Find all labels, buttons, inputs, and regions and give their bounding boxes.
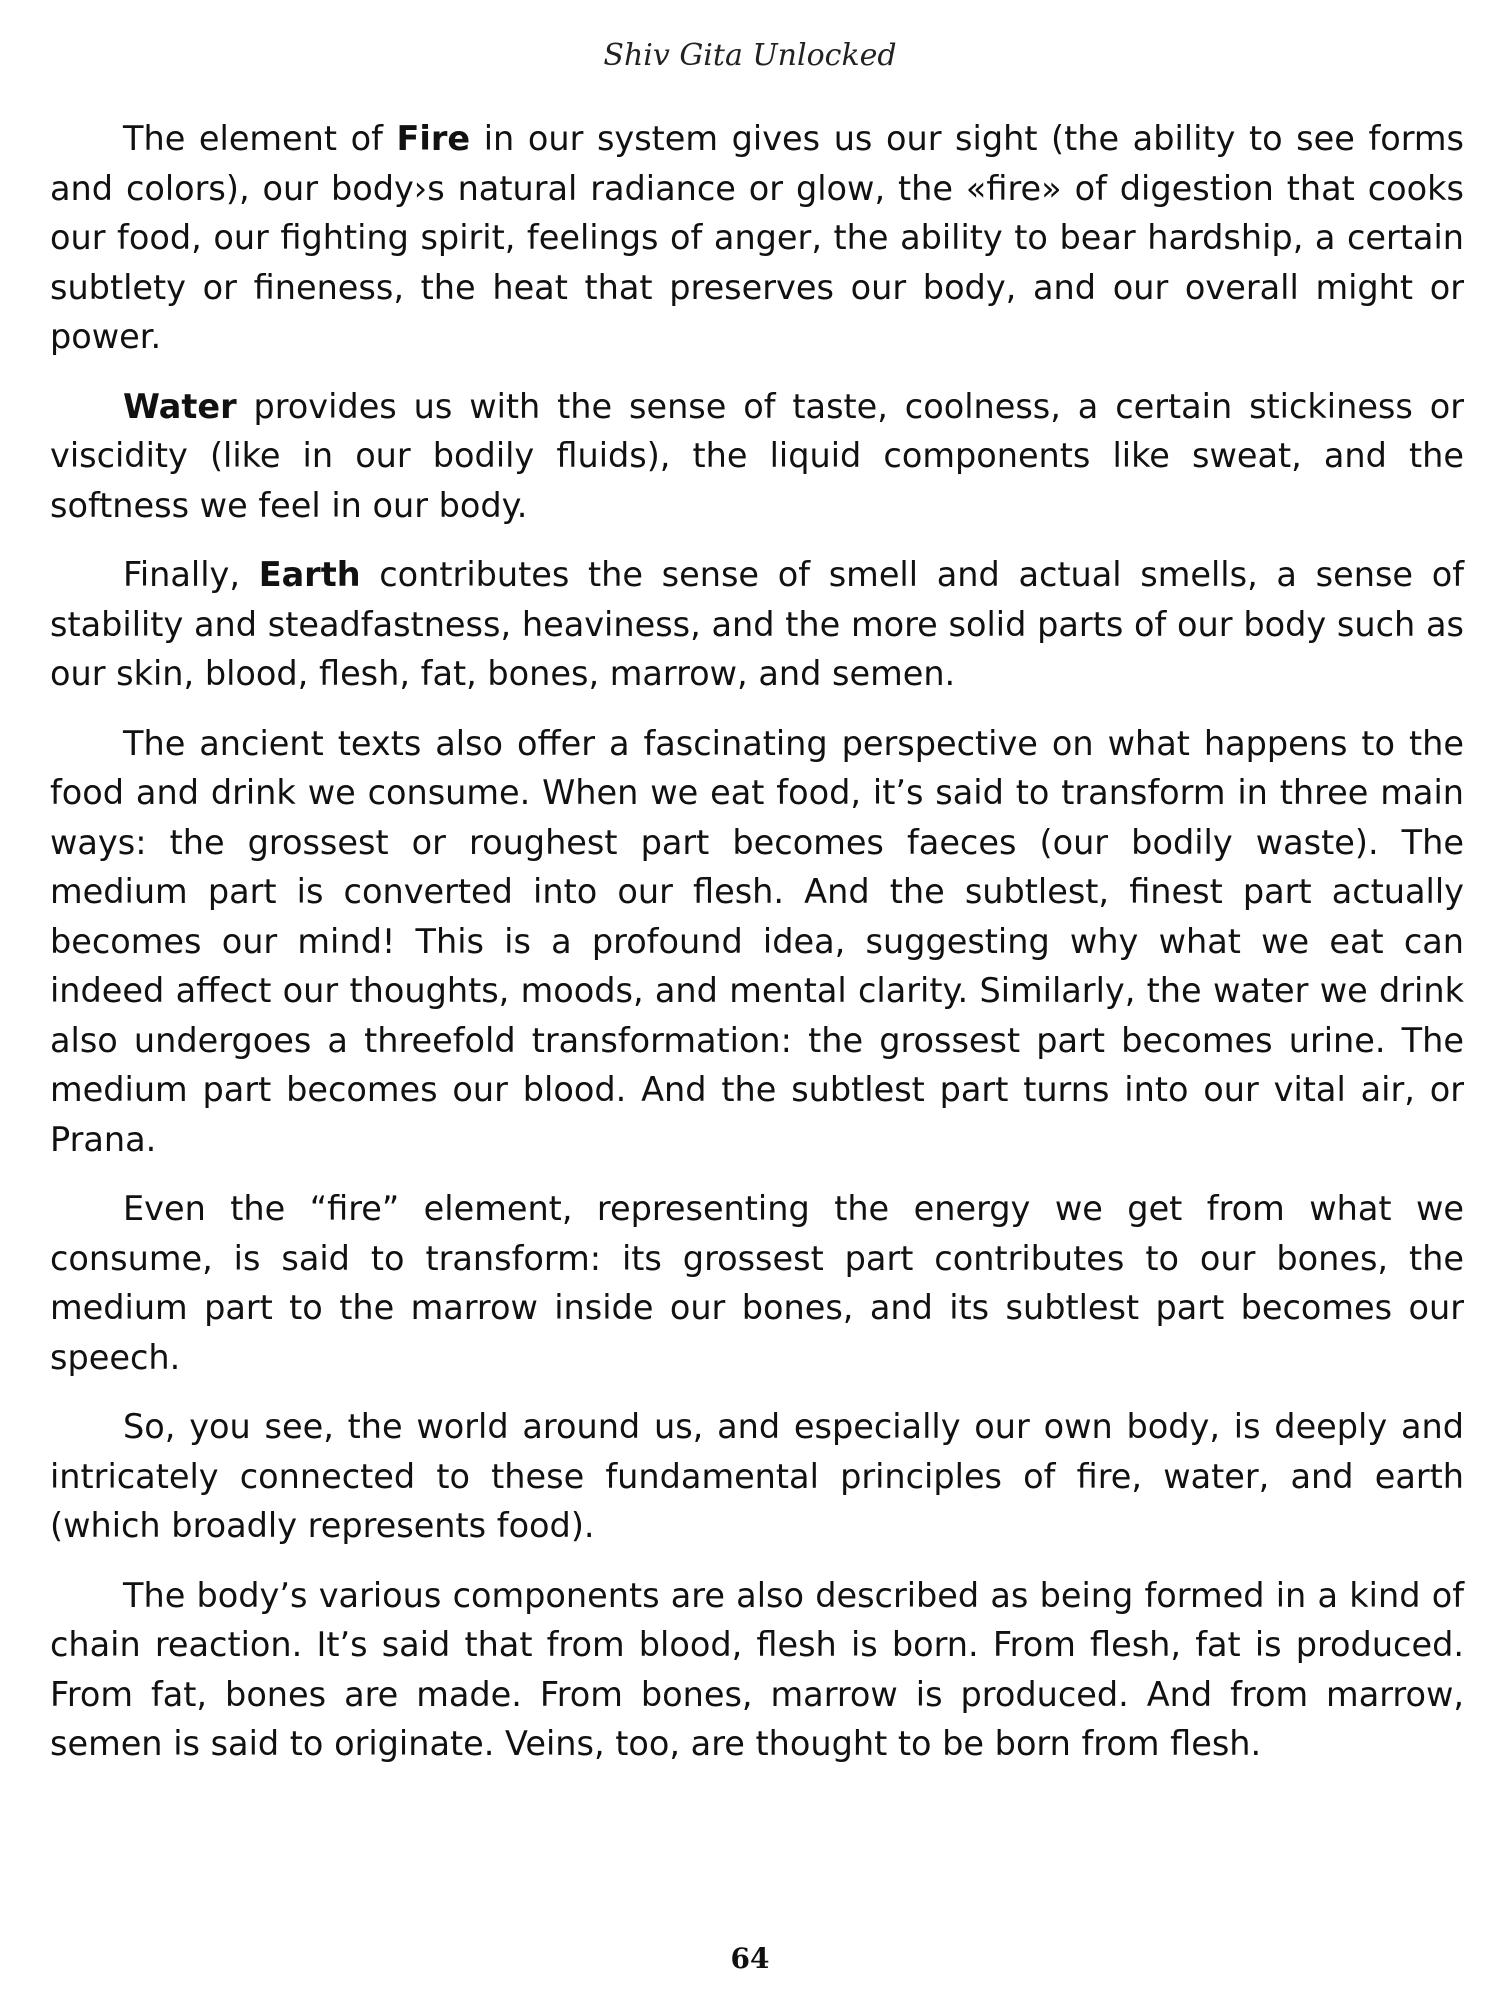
paragraph-world-connection: So, you see, the world around us, and especially our own body, is deeply and intricately connected to these fundamental principles of fire, water, and earth (which broadly represents food). [50, 1407, 1464, 1545]
paragraph-chain-reaction: The body’s various components are also described as being formed in a kind of chain reaction. It’s said that from blood, flesh is born. From flesh, fat is produced. From fat, bones are made. From bones, marrow is produced. And from marrow, semen is said to originate. Veins, too, are thought to be born from flesh. [50, 1575, 1464, 1763]
paragraph-earth [50, 550, 1464, 699]
paragraph-fire [50, 114, 1464, 362]
paragraph-water-body: provides us with the sense of taste, coolness, a certain stickiness or viscidity (like in our bodily fluids), the liquid components like sweat, and the softness we feel in our body. [50, 386, 1464, 525]
paragraph-earth-lead: Finally, [123, 555, 259, 594]
page-number: 64 [730, 1942, 770, 1975]
paragraph-water [50, 382, 1464, 531]
paragraph-fire-body: in our system gives us our sight (the ability to see forms and colors), our body›s natural radiance or glow, the «fire» of digestion that cooks our food, our fighting spirit, feelings of anger, the ability to bear hardship, a certain subtlety or fineness, the heat that preserves our body, and our overall might or power. [50, 119, 1464, 356]
paragraph-food-transformation: The ancient texts also offer a fascinating perspective on what happens to the food and drink we consume. When we eat food, it’s said to transform in three main ways: the grossest or roughest part becomes faeces (our bodily waste). The medium part is converted into our flesh. And the subtlest, finest part actually becomes our mind! This is a profound idea, suggesting why what we eat can indeed affect our thoughts, moods, and mental clarity. Similarly, the water we drink also undergoes a threefold transformation: the grossest part becomes urine. The medium part becomes our blood. And the subtlest part turns into our vital air, or Prana. [50, 723, 1464, 1159]
paragraph-fire-lead: The element of [123, 119, 397, 158]
body-text [50, 114, 1464, 1789]
paragraph-fire-transformation: Even the “fire” element, representing the energy we get from what we consume, is said to transform: its grossest part contributes to our bones, the medium part to the marrow inside our bones, and its subtlest part becomes our speech. [50, 1189, 1464, 1377]
paragraph-earth-body: contributes the sense of smell and actual smells, a sense of stability and steadfastness, heaviness, and the more solid parts of our body such as our skin, blood, flesh, fat, bones, marrow, and semen. [50, 555, 1464, 693]
term-water: Water [123, 386, 237, 426]
term-fire: Fire [396, 119, 471, 158]
running-head: Shiv Gita Unlocked [603, 38, 897, 73]
term-earth: Earth [258, 555, 361, 594]
